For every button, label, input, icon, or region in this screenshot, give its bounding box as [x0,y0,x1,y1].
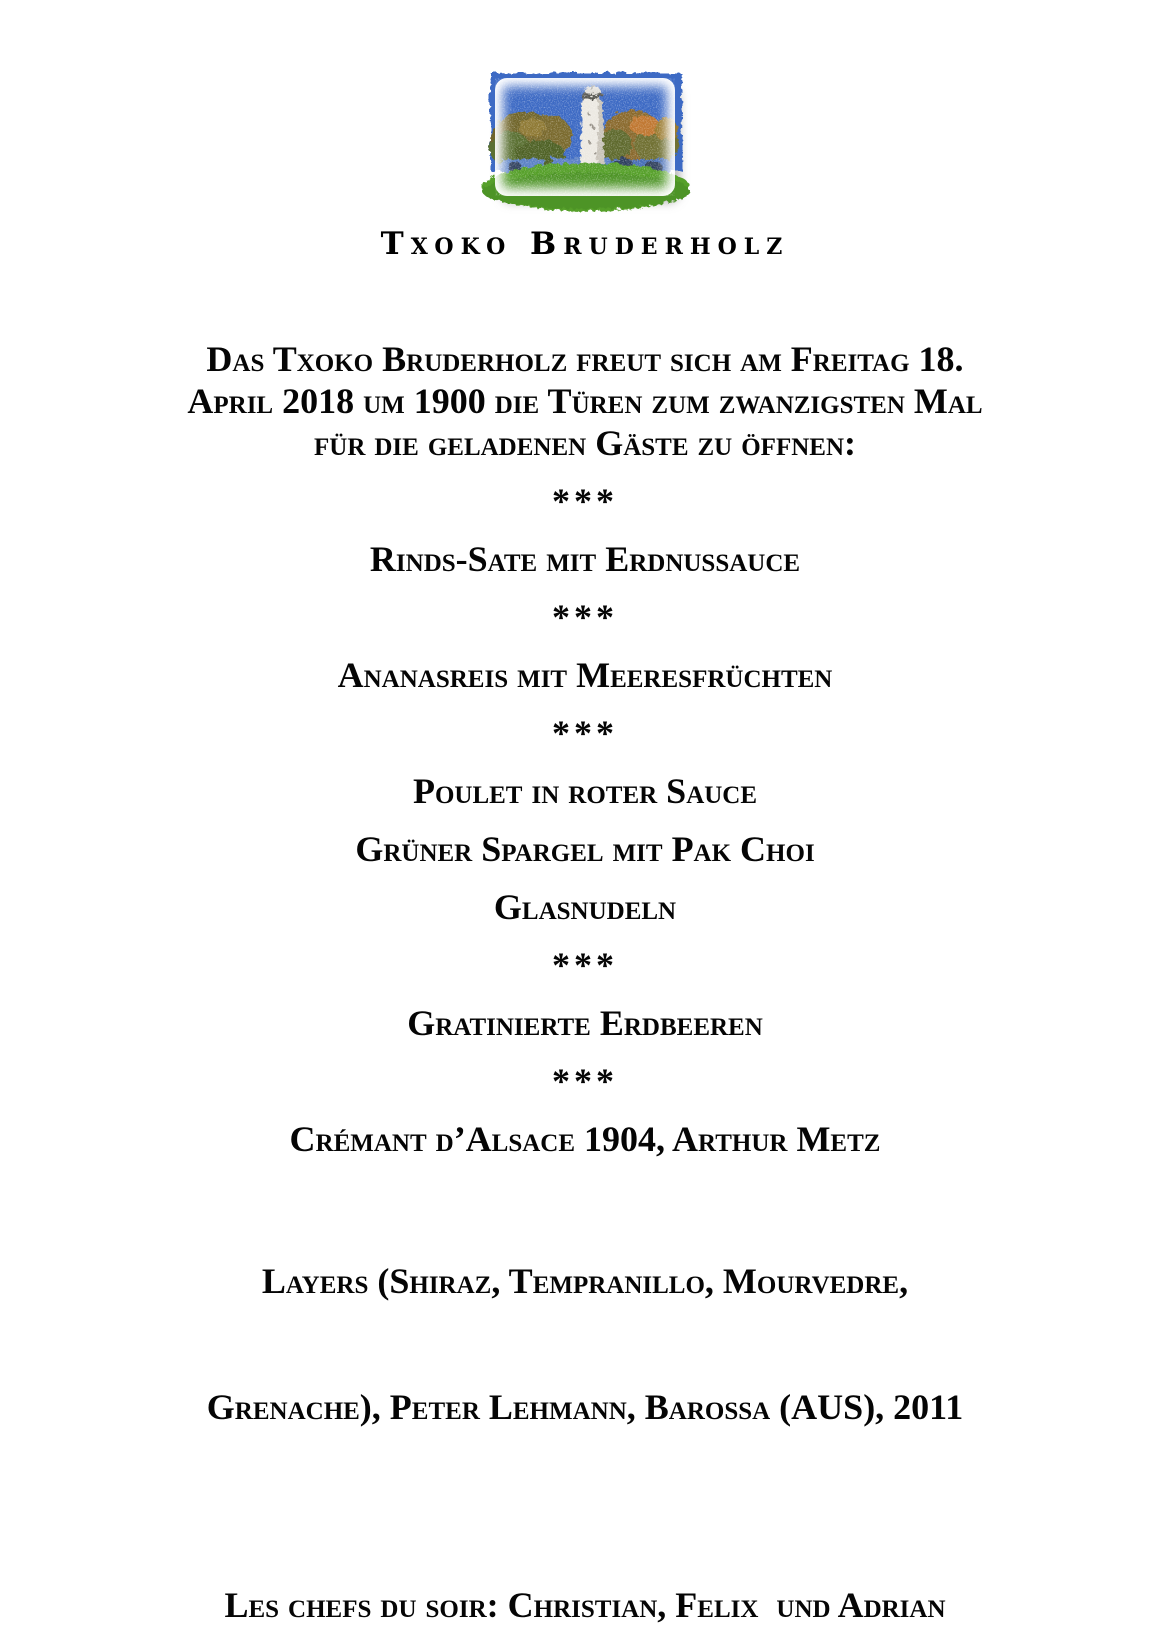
tower-illustration [495,78,675,196]
separator-2: *** [552,597,618,637]
separator-5: *** [552,1061,618,1101]
wine-item-1: Crémant d’Alsace 1904, Arthur Metz [289,1119,881,1159]
header-image [495,78,675,196]
intro-line-2: April 2018 um 1900 die Türen zum zwanzigsten Mal [187,381,983,421]
wine-item-2 [0,1176,1170,1512]
intro-line-1: Das Txoko Bruderholz freut sich am Freitag 18. [206,339,964,379]
separator-3: *** [552,713,618,753]
course-main-2: Grüner Spargel mit Pak Choi [355,829,815,869]
course-dessert: Gratinierte Erdbeeren [407,1003,763,1043]
separator-1: *** [552,481,618,521]
intro-paragraph [0,338,1170,464]
wine-item-2-line-2: Grenache), Peter Lehmann, Barossa (AUS), 2011 [206,1387,964,1427]
course-second: Ananasreis mit Meeresfrüchten [337,655,833,695]
course-main-1: Poulet in roter Sauce [412,771,758,811]
intro-line-3: für die geladenen Gäste zu öffnen: [314,423,856,463]
wine-item-2-line-1: Layers (Shiraz, Tempranillo, Mourvedre, [261,1261,909,1301]
course-main-3: Glasnudeln [493,887,677,927]
course-starter: Rinds-Sate mit Erdnussauce [369,539,801,579]
page-title: Txoko Bruderholz [380,226,790,262]
chefs-line: Les chefs du soir: Christian, Felix und Adrian [224,1585,946,1625]
separator-4: *** [552,945,618,985]
